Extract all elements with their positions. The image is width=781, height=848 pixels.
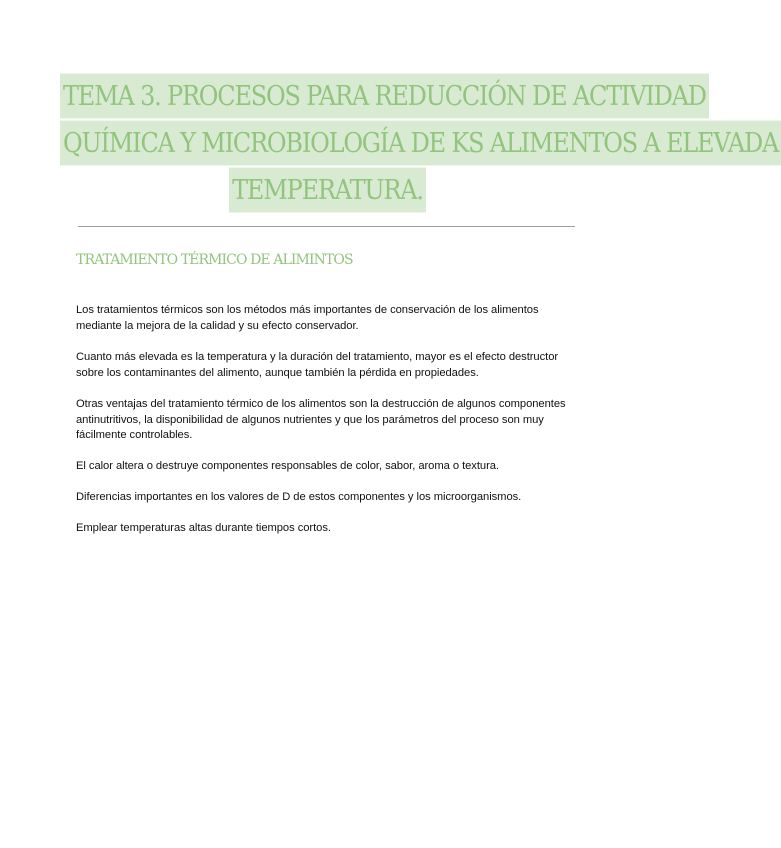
title-line-3: TEMPERATURA. bbox=[229, 168, 426, 213]
paragraph-1: Los tratamientos térmicos son los métodos más importantes de conservación de los alimentos mediante la mejora de la calidad y su efecto conservador. bbox=[76, 304, 539, 332]
paragraph-2: Cuanto más elevada es la temperatura y la duración del tratamiento, mayor es el efecto destructor sobre los contaminantes del alimento, aunque también la pérdida en propiedades. bbox=[76, 351, 559, 379]
horizontal-divider bbox=[78, 226, 575, 227]
section-heading: TRATAMIENTO TÉRMICO DE ALIMINTOS bbox=[76, 252, 353, 268]
paragraph-5: Diferencias importantes en los valores de D de estos componentes y los microorganismos. bbox=[76, 491, 522, 503]
paragraph-4: El calor altera o destruye componentes responsables de color, sabor, aroma o textura. bbox=[76, 460, 499, 472]
title-line-2: QUÍMICA Y MICROBIOLOGÍA DE KS ALIMENTOS A ELEVADA bbox=[60, 121, 781, 166]
paragraph-6: Emplear temperaturas altas durante tiempos cortos. bbox=[76, 522, 331, 534]
paragraph-3: Otras ventajas del tratamiento térmico de los alimentos son la destrucción de algunos componentes antinutritivos, la disponibilidad de algunos nutrientes y que los parámetros del proceso son muy fácilmente controlables. bbox=[76, 398, 566, 442]
document-title bbox=[60, 74, 779, 215]
title-line-1: TEMA 3. PROCESOS PARA REDUCCIÓN DE ACTIVIDAD bbox=[60, 74, 709, 119]
